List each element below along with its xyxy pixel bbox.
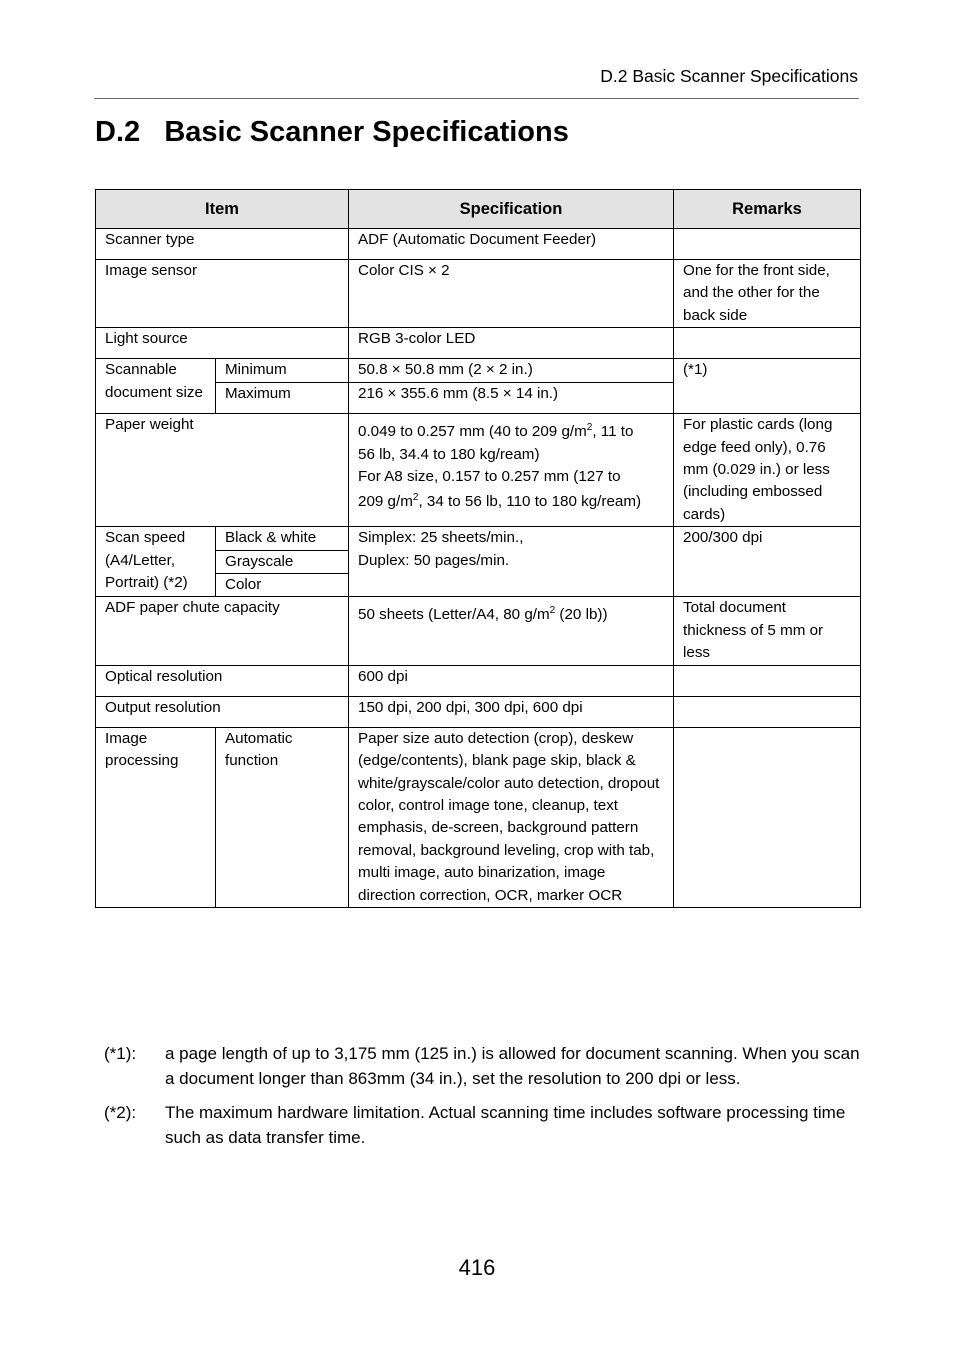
spec-line: Simplex: 25 sheets/min., [358, 529, 524, 547]
section-number: D.2 [95, 116, 141, 148]
item-cell: Image processing [96, 727, 216, 907]
footnote-label: (*1): [104, 1044, 137, 1063]
sub-item-cell: Grayscale [216, 550, 349, 573]
column-header-item: Item [96, 190, 349, 229]
spec-cell: ADF (Automatic Document Feeder) [349, 229, 674, 260]
remarks-cell: Total document thickness of 5 mm or less [674, 597, 861, 665]
table-row [96, 696, 861, 727]
spec-line: Duplex: 50 pages/min. [358, 551, 510, 569]
item-cell: Scan speed (A4/Letter, Portrait) (*2) [96, 527, 216, 597]
item-cell: Scanner type [96, 229, 349, 260]
footnote-label: (*2): [104, 1103, 137, 1122]
spec-cell: 150 dpi, 200 dpi, 300 dpi, 600 dpi [349, 696, 674, 727]
remarks-cell [674, 328, 861, 359]
spec-line: For A8 size, 0.157 to 0.257 mm (127 to [358, 468, 621, 486]
table-row [96, 359, 861, 383]
item-cell: Optical resolution [96, 665, 349, 696]
spec-cell: RGB 3-color LED [349, 328, 674, 359]
running-header: D.2 Basic Scanner Specifications [600, 66, 858, 86]
item-cell: Image sensor [96, 260, 349, 328]
remarks-cell: (*1) [674, 359, 861, 414]
footnote-text: The maximum hardware limitation. Actual scanning time includes software processing time such as data transfer time. [165, 1103, 846, 1147]
table-header-row [96, 190, 861, 229]
item-cell: Paper weight [96, 414, 349, 527]
spec-cell [349, 414, 674, 527]
section-title: Basic Scanner Specifications [164, 116, 569, 148]
spec-cell: 50 sheets (Letter/A4, 80 $g/m^2$ (20 lb)) [349, 597, 674, 665]
remarks-cell: 200/300 dpi [674, 527, 861, 597]
table-row [96, 527, 861, 550]
page-number: 416 [458, 1255, 496, 1280]
item-cell: Output resolution [96, 696, 349, 727]
remarks-cell [674, 229, 861, 260]
remarks-cell: For plastic cards (long edge feed only), 0.76 mm (0.029 in.) or less (including embossed cards) [674, 414, 861, 527]
sub-item-cell: Automatic function [216, 727, 349, 907]
remarks-cell [674, 696, 861, 727]
item-cell: ADF paper chute capacity [96, 597, 349, 665]
item-cell: Scannable document size [96, 359, 216, 414]
footnote [104, 1041, 864, 1091]
remarks-cell [674, 665, 861, 696]
footnotes [104, 1041, 864, 1159]
table-row [96, 229, 861, 260]
spec-line: 56 lb, 34.4 to 180 kg/ream) [358, 445, 540, 463]
footnote-text: a page length of up to 3,175 mm (125 in.) is allowed for document scanning. When you scan a document longer than 863mm (34 in.), set the resolution to 200 dpi or less. [165, 1044, 860, 1088]
table-row [96, 665, 861, 696]
table-row [96, 414, 861, 527]
remarks-cell: One for the front side, and the other for the back side [674, 260, 861, 328]
sub-item-cell: Minimum [216, 359, 349, 383]
column-header-specification: Specification [349, 190, 674, 229]
spec-cell: Paper size auto detection (crop), deskew (edge/contents), blank page skip, black & white/grayscale/color auto detection, dropout color, control image tone, cleanup, text emphasis, de-screen, background pattern removal, background leveling, crop with tab, multi image, auto binarization, image direction correction, OCR, marker OCR [349, 727, 674, 907]
table-row [96, 328, 861, 359]
item-cell: Light source [96, 328, 349, 359]
spec-cell: 216 × 355.6 mm (8.5 × 14 in.) [349, 383, 674, 414]
page-title [95, 116, 569, 149]
spec-line: 209 $g/m^2$, 34 to 56 lb, 110 to 180 kg/ream) [358, 492, 642, 511]
sub-item-cell: Color [216, 574, 349, 597]
spec-cell: 600 dpi [349, 665, 674, 696]
footnote [104, 1100, 864, 1150]
spec-cell: 50.8 × 50.8 mm (2 × 2 in.) [349, 359, 674, 383]
spec-line: 0.049 to 0.257 mm (40 to 209 $g/m^2$, 11 to [358, 422, 634, 441]
column-header-remarks: Remarks [674, 190, 861, 229]
spec-table [95, 189, 861, 908]
sub-item-cell: Black & white [216, 527, 349, 550]
header-rule [94, 98, 859, 99]
remarks-cell [674, 727, 861, 907]
table-row [96, 727, 861, 907]
table-row [96, 260, 861, 328]
spec-cell: Color CIS × 2 [349, 260, 674, 328]
sub-item-cell: Maximum [216, 383, 349, 414]
table-row [96, 597, 861, 665]
spec-cell [349, 527, 674, 597]
